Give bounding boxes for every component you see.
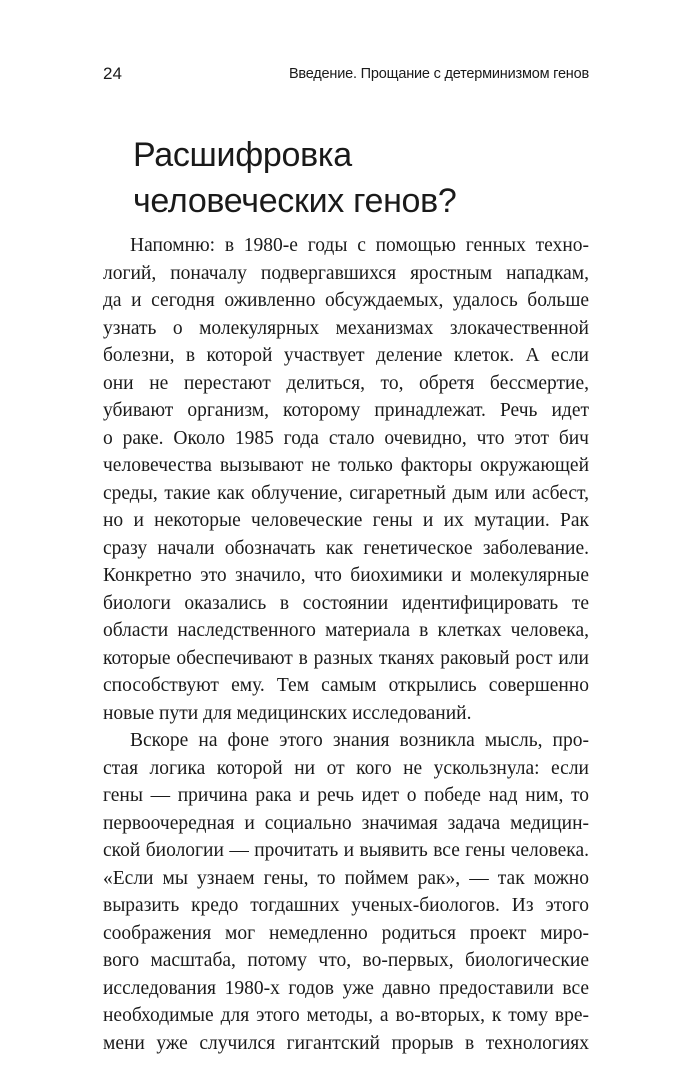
text-line: о раке. Около 1985 года стало очевидно, что этот бич — [103, 427, 589, 449]
text-line: Конкретно это значило, что биохимики и молекулярные — [103, 565, 589, 586]
text-line: ской биологии — прочитать и выявить все гены человека. — [103, 840, 589, 861]
text-line: соображения мог немедленно родиться проект миро- — [103, 922, 589, 944]
text-line: способствуют ему. Тем самым открылись совершенно — [103, 675, 589, 696]
text-line: мени уже случился гигантский прорыв в технологиях — [103, 1032, 589, 1054]
text-line: гены — причина рака и речь идет о победе над ним, то — [103, 785, 589, 806]
book-page — [103, 0, 589, 1080]
text-line: вого масштаба, потому что, во-первых, биологические — [103, 950, 589, 971]
text-line: новые пути для медицинских исследований. — [103, 702, 472, 724]
text-line: которые обеспечивают в разных тканях раковый рост или — [103, 647, 589, 669]
text-line: человечества вызывают не только факторы окружающей — [103, 455, 589, 476]
text-line: узнать о молекулярных механизмах злокачественной — [103, 317, 589, 339]
body-text — [103, 232, 589, 1057]
text-line: выразить кредо тогдашних ученых-биологов. Из этого — [103, 895, 589, 916]
text-line: необходимые для этого методы, а во-вторых, к тому вре- — [103, 1005, 589, 1026]
text-line: логий, поначалу подвергавшихся яростным нападкам, — [103, 262, 589, 284]
text-line: Вскоре на фоне этого знания возникла мысль, про- — [130, 730, 589, 751]
text-line: они не перестают делиться, то, обретя бессмертие, — [103, 372, 589, 394]
page-number: 24 — [103, 64, 122, 83]
running-header — [103, 64, 589, 84]
text-line: области наследственного материала в клетках человека, — [103, 620, 589, 641]
text-line: исследования 1980-х годов уже давно предоставили все — [103, 977, 589, 999]
text-line: «Если мы узнаем гены, то поймем рак», — так можно — [103, 867, 589, 889]
text-line: сразу начали обозначать как генетическое заболевание. — [103, 537, 589, 559]
section-title-line-2: человеческих генов? — [133, 182, 457, 220]
text-line: да и сегодня оживленно обсуждаемых, удалось больше — [103, 290, 589, 311]
section-title-line-1: Расшифровка — [133, 136, 352, 174]
text-line: биологи оказались в состоянии идентифицировать те — [103, 592, 589, 614]
text-line: стая логика которой ни от кого не ускользнула: если — [103, 757, 589, 779]
chapter-title: Введение. Прощание с детерминизмом генов — [288, 66, 589, 82]
text-line: убивают организм, которому принадлежат. Речь идет — [103, 400, 589, 421]
text-line: но и некоторые человеческие гены и их мутации. Рак — [103, 510, 589, 531]
paragraph-2 — [103, 727, 589, 1057]
text-line: первоочередная и социально значимая задача медицин- — [103, 812, 589, 834]
text-line: болезни, в которой участвует деление клеток. А если — [103, 345, 589, 366]
text-line: Напомню: в 1980-е годы с помощью генных техно- — [130, 235, 589, 256]
text-line: среды, такие как облучение, сигаретный дым или асбест, — [103, 482, 589, 504]
paragraph-1 — [103, 232, 589, 727]
section-title — [133, 132, 457, 224]
